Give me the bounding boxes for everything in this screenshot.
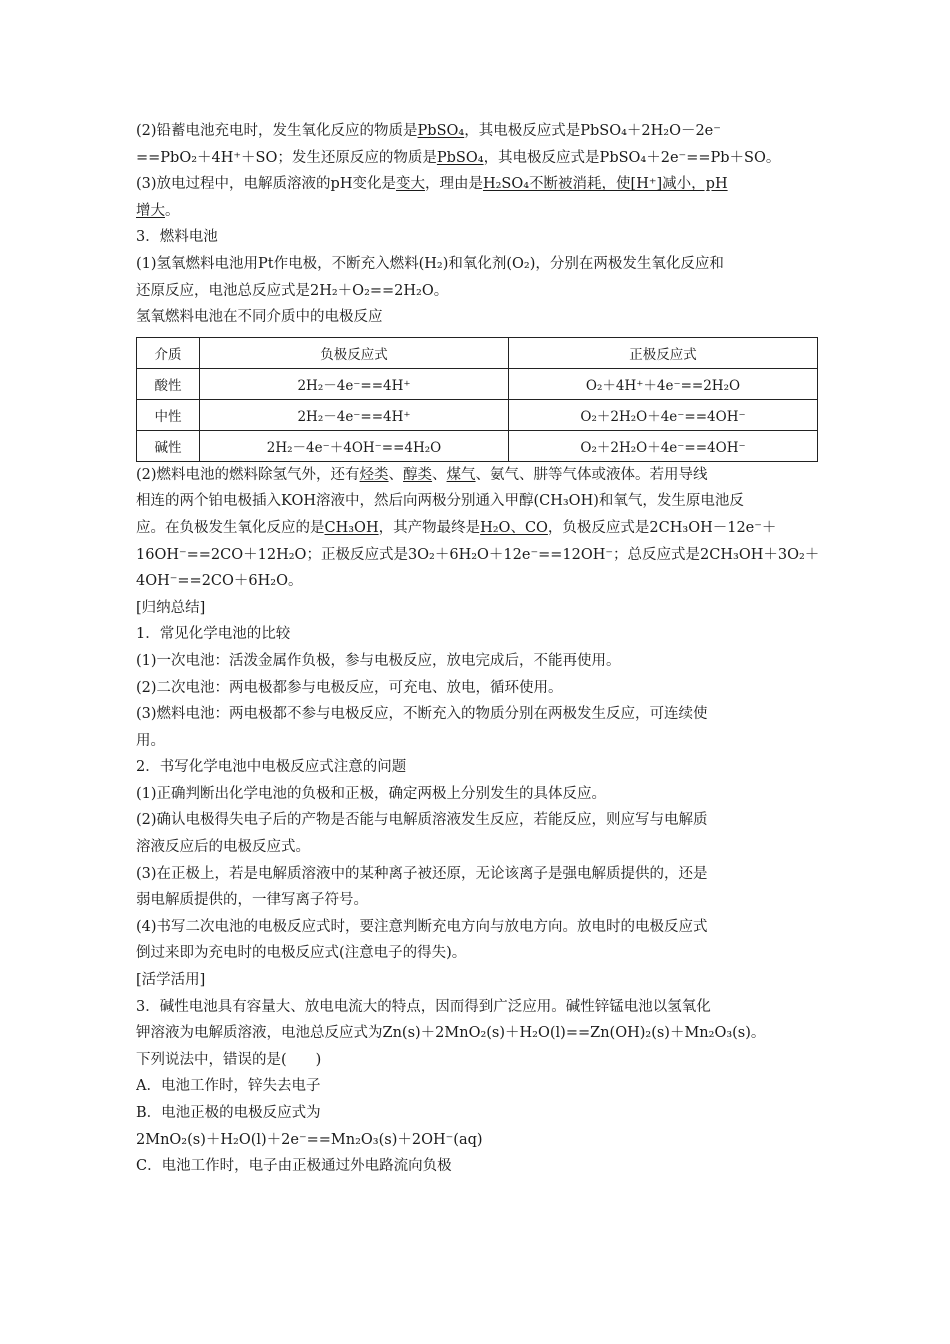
text-line <box>136 542 820 569</box>
text-block-bottom <box>136 462 820 1180</box>
text-line <box>136 754 820 781</box>
text-segment: 4OH⁻==2CO＋6H₂O。 <box>136 573 303 590</box>
text-segment: 氢氧燃料电池在不同介质中的电极反应 <box>136 309 383 326</box>
text-segment: (2)二次电池：两电极都参与电极反应，可充电、放电，循环使用。 <box>136 679 563 696</box>
text-segment: A．电池工作时，锌失去电子 <box>136 1078 321 1095</box>
text-segment: [活学活用] <box>136 972 206 989</box>
table-cell: O₂＋4H⁺＋4e⁻==2H₂O <box>509 368 818 399</box>
text-line <box>136 462 820 489</box>
text-line <box>136 887 820 914</box>
text-segment: ，负极反应式是2CH₃OH－12e⁻＋ <box>547 519 777 536</box>
table-header-cell: 正极反应式 <box>509 337 818 368</box>
text-segment: 钾溶液为电解质溶液，电池总反应式为Zn(s)＋2MnO₂(s)＋H₂O(l)==Zn(OH)₂(s)＋Mn₂O₃(s)。 <box>136 1025 766 1042</box>
underlined-answer: H₂SO₄不断被消耗，使[H⁺]减小，pH <box>482 176 728 193</box>
electrode-reaction-table <box>136 337 818 462</box>
text-segment: 、氨气、肼等气体或液体。若用导线 <box>475 466 708 483</box>
underlined-answer: 变大 <box>395 176 425 193</box>
table-header-cell: 负极反应式 <box>200 337 509 368</box>
table-row <box>137 430 818 461</box>
text-line <box>136 967 820 994</box>
text-line <box>136 251 820 278</box>
text-segment: 。 <box>165 202 180 219</box>
underlined-answer: 增大 <box>136 202 165 219</box>
text-segment: 16OH⁻==2CO＋12H₂O；正极反应式是3O₂＋6H₂O＋12e⁻==12OH⁻；总反应式是2CH₃OH＋3O₂＋ <box>136 546 820 563</box>
text-line <box>136 940 820 967</box>
text-segment: (3)燃料电池：两电极都不参与电极反应，不断充入的物质分别在两极发生反应，可连续使 <box>136 706 708 723</box>
text-line <box>136 701 820 728</box>
underlined-answer: H₂O、CO <box>480 519 548 536</box>
table-cell: 2H₂－4e⁻＋4OH⁻==4H₂O <box>200 430 509 461</box>
text-segment: ，其电极反应式是PbSO₄＋2H₂O－2e⁻ <box>464 123 721 139</box>
text-line <box>136 171 820 198</box>
text-line <box>136 304 820 331</box>
text-line <box>136 728 820 755</box>
text-segment: 、 <box>432 466 447 483</box>
text-segment: [归纳总结] <box>136 599 206 616</box>
table-header-row <box>137 337 818 368</box>
text-line <box>136 595 820 622</box>
table-cell: 碱性 <box>137 430 200 461</box>
text-segment: (4)书写二次电池的电极反应式时，要注意判断充电方向与放电方向。放电时的电极反应式 <box>136 918 708 935</box>
text-segment: (1)正确判断出化学电池的负极和正极，确定两极上分别发生的具体反应。 <box>136 785 607 802</box>
table-cell: O₂＋2H₂O＋4e⁻==4OH⁻ <box>509 399 818 430</box>
text-block-top <box>136 118 820 331</box>
text-segment: 2MnO₂(s)＋H₂O(l)＋2e⁻==Mn₂O₃(s)＋2OH⁻(aq) <box>136 1131 483 1148</box>
text-segment: 还原反应，电池总反应式是2H₂＋O₂==2H₂O。 <box>136 282 449 299</box>
text-line <box>136 1153 820 1180</box>
text-line <box>136 278 820 305</box>
text-segment: ，其产物最终是 <box>378 519 481 536</box>
text-segment: 倒过来即为充电时的电极反应式(注意电子的得失)。 <box>136 945 467 962</box>
text-segment: (2)铅蓄电池充电时，发生氧化反应的物质是 <box>136 123 418 139</box>
text-segment: (3)放电过程中，电解质溶液的pH变化是 <box>136 176 396 193</box>
text-segment: ，理由是 <box>424 176 483 193</box>
text-line <box>136 1127 820 1154</box>
text-line <box>136 834 820 861</box>
underlined-answer: 烃类 <box>359 466 389 483</box>
text-line <box>136 488 820 515</box>
text-line <box>136 224 820 251</box>
text-line <box>136 914 820 941</box>
underlined-answer: 煤气 <box>446 466 476 483</box>
text-segment: 相连的两个铂电极插入KOH溶液中，然后向两极分别通入甲醇(CH₃OH)和氧气，发生原电池反 <box>136 493 744 510</box>
text-segment: 2．书写化学电池中电极反应式注意的问题 <box>136 759 407 776</box>
text-segment: (1)一次电池：活泼金属作负极，参与电极反应，放电完成后，不能再使用。 <box>136 652 621 669</box>
table-row <box>137 399 818 430</box>
text-segment: (2)确认电极得失电子后的产物是否能与电解质溶液发生反应，若能反应，则应写与电解质 <box>136 812 708 829</box>
underlined-answer: PbSO₄ <box>436 149 484 166</box>
text-segment: (3)在正极上，若是电解质溶液中的某种离子被还原，无论该离子是强电解质提供的，还是 <box>136 865 708 882</box>
table-cell: 2H₂－4e⁻==4H⁺ <box>200 399 509 430</box>
document-page <box>136 118 820 1180</box>
text-line <box>136 118 820 145</box>
text-segment: (2)燃料电池的燃料除氢气外，还有 <box>136 466 360 483</box>
underlined-answer: 醇类 <box>403 466 433 483</box>
text-line <box>136 1073 820 1100</box>
text-line <box>136 621 820 648</box>
table-cell: 2H₂－4e⁻==4H⁺ <box>200 368 509 399</box>
text-line <box>136 994 820 1021</box>
text-segment: B．电池正极的电极反应式为 <box>136 1105 321 1121</box>
text-segment: 应。在负极发生氧化反应的是 <box>136 519 325 536</box>
text-segment: C．电池工作时，电子由正极通过外电路流向负极 <box>136 1158 452 1175</box>
table-cell: 中性 <box>137 399 200 430</box>
text-line <box>136 675 820 702</box>
text-segment: 3．燃料电池 <box>136 229 218 246</box>
text-segment: 1．常见化学电池的比较 <box>136 626 291 643</box>
text-segment: 弱电解质提供的，一律写离子符号。 <box>136 892 368 909</box>
text-line <box>136 568 820 595</box>
table-row <box>137 368 818 399</box>
table-header-cell: 介质 <box>137 337 200 368</box>
text-line <box>136 145 820 172</box>
text-line <box>136 807 820 834</box>
text-segment: 溶液反应后的电极反应式。 <box>136 839 310 856</box>
text-line <box>136 781 820 808</box>
text-line <box>136 861 820 888</box>
text-segment: ，其电极反应式是PbSO₄＋2e⁻==Pb＋SO。 <box>483 149 781 166</box>
table-cell: 酸性 <box>137 368 200 399</box>
text-line <box>136 1020 820 1047</box>
text-line <box>136 198 820 225</box>
text-segment: 、 <box>388 466 404 483</box>
text-segment: ==PbO₂＋4H⁺＋SO；发生还原反应的物质是 <box>136 149 437 166</box>
text-segment: 用。 <box>136 732 165 749</box>
underlined-answer: PbSO₄ <box>417 123 465 139</box>
underlined-answer: CH₃OH <box>324 519 379 536</box>
table-cell: O₂＋2H₂O＋4e⁻==4OH⁻ <box>509 430 818 461</box>
text-line <box>136 1047 820 1074</box>
text-segment: 下列说法中，错误的是( ) <box>136 1051 322 1068</box>
text-line <box>136 1100 820 1127</box>
text-segment: 3．碱性电池具有容量大、放电电流大的特点，因而得到广泛应用。碱性锌锰电池以氢氧化 <box>136 998 711 1015</box>
text-line <box>136 648 820 675</box>
text-line <box>136 515 820 542</box>
text-segment: (1)氢氧燃料电池用Pt作电极，不断充入燃料(H₂)和氧化剂(O₂)，分别在两极发生氧化反应和 <box>136 255 724 272</box>
